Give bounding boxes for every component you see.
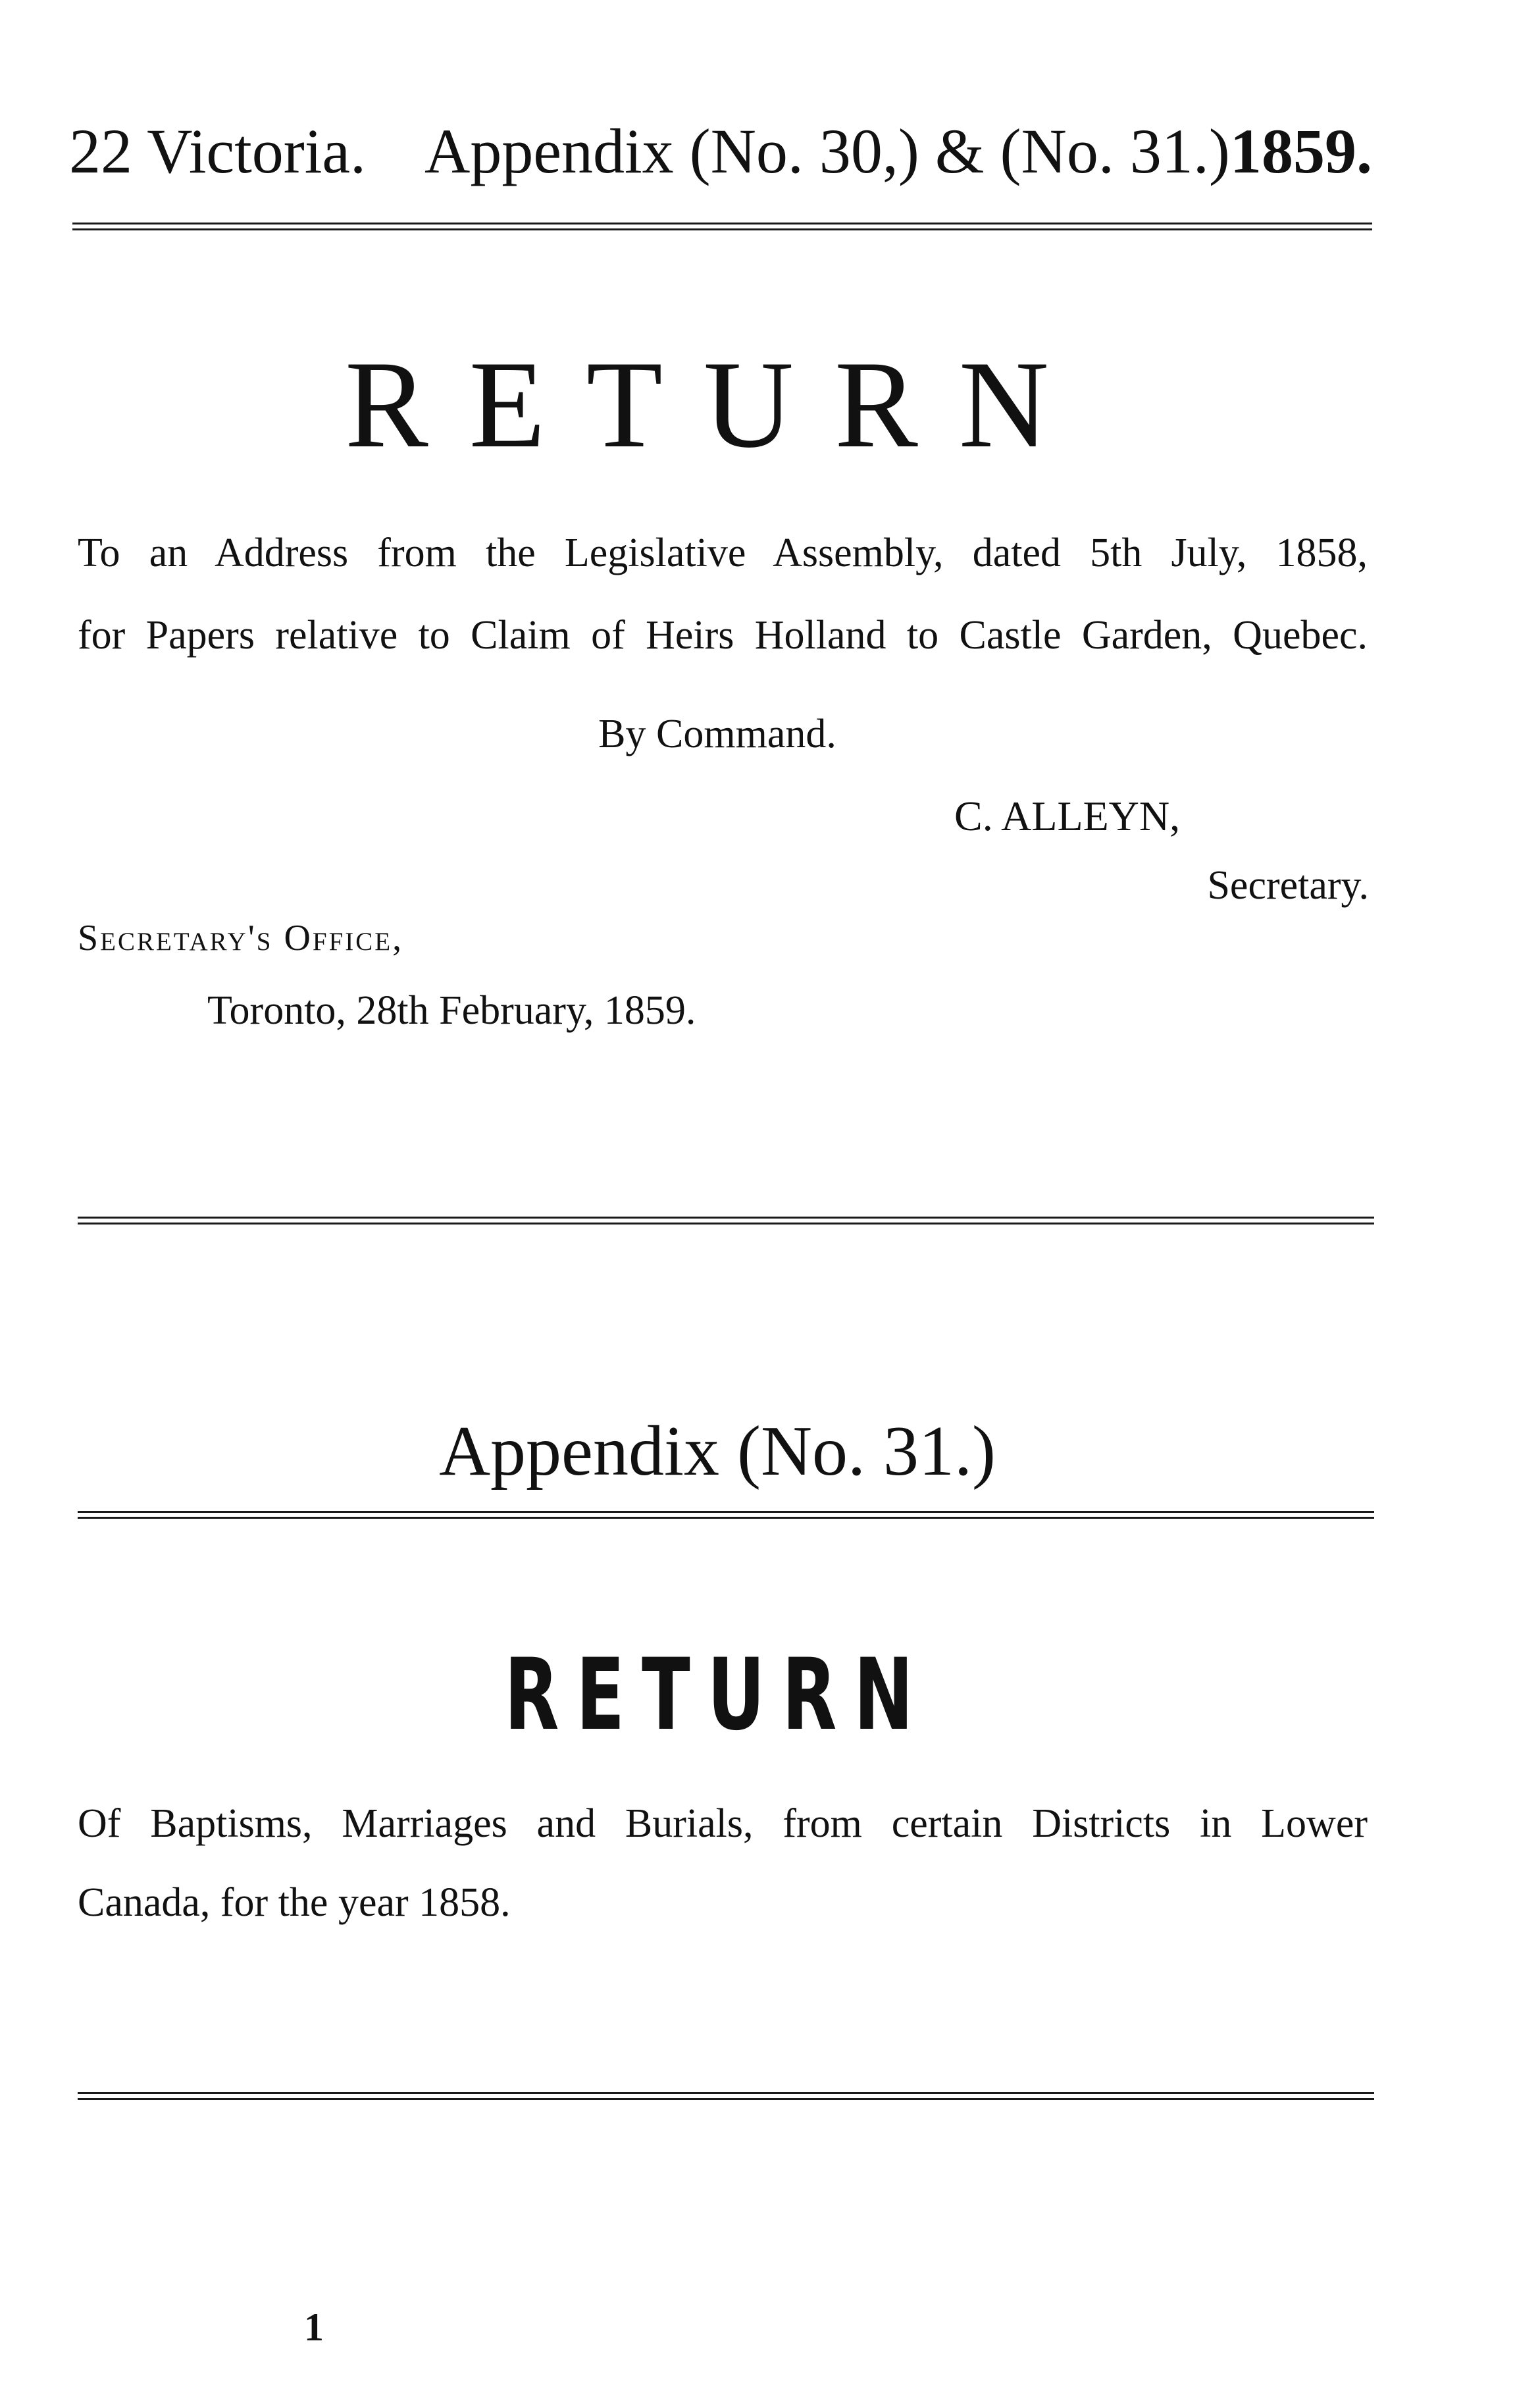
page-number: 1 xyxy=(304,2305,324,2349)
header-appendix-label: Appendix (No. 30,) & (No. 31.) xyxy=(424,116,1230,186)
header-divider xyxy=(72,223,1372,230)
appendix-description-line-1: Of Baptisms, Marriages and Burials, from certain Districts in Lower xyxy=(78,1801,1368,1846)
header-year: 1859. xyxy=(1230,116,1372,186)
running-header xyxy=(69,118,1372,184)
signer-title: Secretary. xyxy=(1207,863,1369,908)
signer-name: C. ALLEYN, xyxy=(954,793,1181,839)
header-regnal-year: 22 Victoria. xyxy=(69,116,367,186)
office-place-date: Toronto, 28th February, 1859. xyxy=(207,988,696,1033)
appendix-return-title: RETURN xyxy=(504,1638,931,1752)
return-title: RETURN xyxy=(345,336,1090,474)
appendix-description-line-2: Canada, for the year 1858. xyxy=(78,1880,511,1925)
by-command: By Command. xyxy=(598,712,836,756)
section-divider xyxy=(78,1217,1374,1224)
return-address-line-2: for Papers relative to Claim of Heirs Holland to Castle Garden, Quebec. xyxy=(78,613,1368,658)
return-address-line-1: To an Address from the Legislative Assembly, dated 5th July, 1858, xyxy=(78,531,1368,575)
appendix-heading: Appendix (No. 31.) xyxy=(439,1412,996,1490)
closing-divider xyxy=(78,2092,1374,2100)
office-name: Secretary's Office, xyxy=(78,918,404,959)
appendix-divider xyxy=(78,1511,1374,1519)
